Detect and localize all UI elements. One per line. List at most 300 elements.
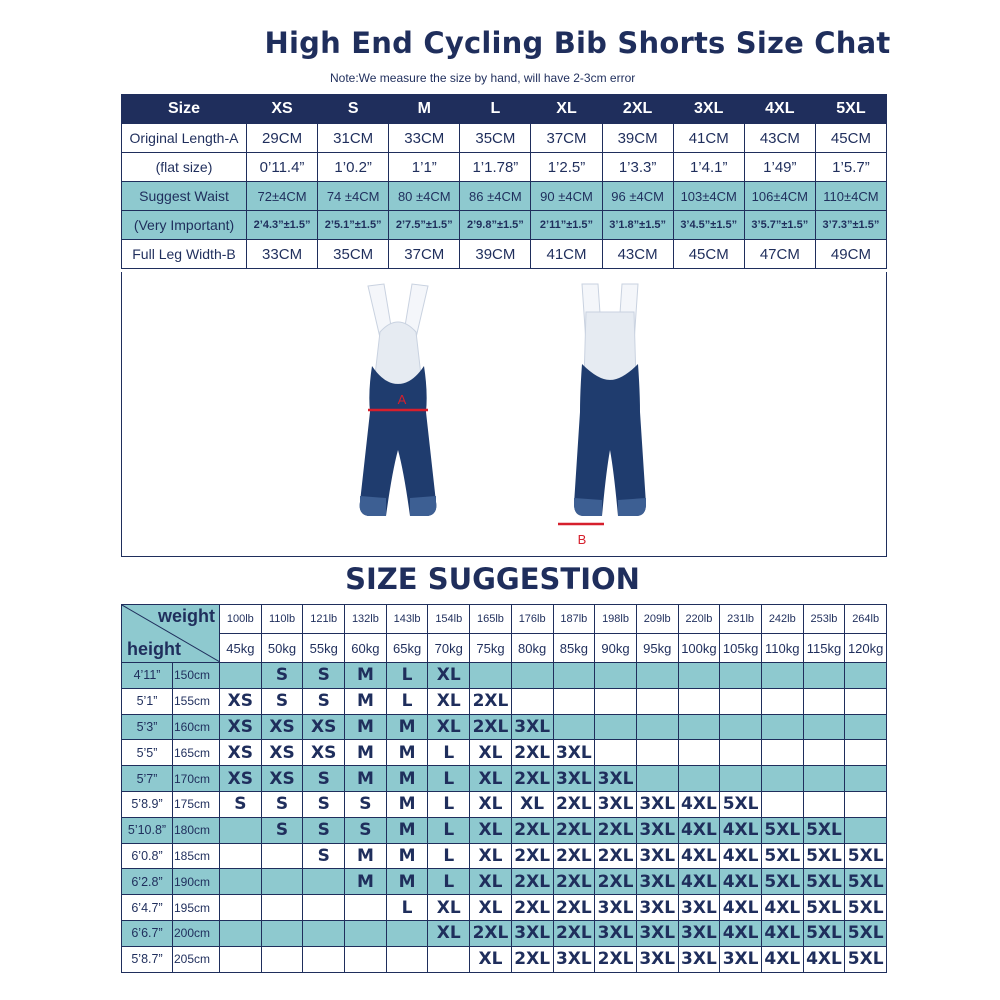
- weight-kg-header: 75kg: [470, 634, 512, 663]
- size-cell: M: [386, 843, 428, 869]
- leg-cell: 35CM: [318, 240, 389, 269]
- weight-lb-header: 165lb: [470, 605, 512, 634]
- size-cell: [761, 740, 803, 766]
- height-ft: 5’8.7”: [122, 946, 173, 972]
- size-cell: 3XL: [678, 920, 720, 946]
- length-cell: 39CM: [602, 124, 673, 153]
- bib-shorts-image-panel: [121, 272, 887, 557]
- size-cell: [303, 920, 345, 946]
- size-cell: [845, 791, 887, 817]
- waist-cell: 96 ±4CM: [602, 182, 673, 211]
- length-ft-cell: 1’2.5”: [531, 153, 602, 182]
- size-cell: 4XL: [678, 817, 720, 843]
- size-cell: S: [345, 817, 387, 843]
- size-cell: [845, 663, 887, 689]
- leg-cell: 37CM: [389, 240, 460, 269]
- waist-cell: 72±4CM: [247, 182, 318, 211]
- height-ft: 5’5”: [122, 740, 173, 766]
- waist-cell: 90 ±4CM: [531, 182, 602, 211]
- height-row: [122, 843, 887, 869]
- size-cell: [761, 688, 803, 714]
- waist-cell: 86 ±4CM: [460, 182, 531, 211]
- size-cell: [595, 714, 637, 740]
- weight-kg-header: 115kg: [803, 634, 845, 663]
- height-cm: 150cm: [173, 663, 220, 689]
- height-ft: 6’4.7”: [122, 895, 173, 921]
- waist-cm-row: [122, 182, 887, 211]
- size-table: [121, 94, 887, 269]
- size-cell: L: [386, 688, 428, 714]
- size-cell: [595, 663, 637, 689]
- size-cell: 4XL: [761, 920, 803, 946]
- waist-label: Suggest Waist: [122, 182, 247, 211]
- size-cell: 3XL: [553, 766, 595, 792]
- height-cm: 190cm: [173, 869, 220, 895]
- size-cell: [261, 920, 303, 946]
- size-cell: [636, 766, 678, 792]
- size-cell: 5XL: [845, 946, 887, 972]
- weight-lb-header: 187lb: [553, 605, 595, 634]
- size-cell: M: [345, 869, 387, 895]
- size-cell: M: [386, 869, 428, 895]
- size-cell: 2XL: [470, 714, 512, 740]
- size-cell: [511, 688, 553, 714]
- size-cell: [845, 817, 887, 843]
- size-cell: XS: [220, 688, 262, 714]
- size-3xl: 3XL: [673, 95, 744, 124]
- size-cell: [470, 663, 512, 689]
- size-cell: [803, 714, 845, 740]
- size-cell: 3XL: [636, 920, 678, 946]
- waist-ft-cell: 3’7.3”±1.5”: [815, 211, 886, 240]
- size-cell: 2XL: [511, 843, 553, 869]
- size-cell: L: [428, 843, 470, 869]
- height-row: [122, 688, 887, 714]
- size-cell: S: [220, 791, 262, 817]
- size-cell: M: [345, 843, 387, 869]
- size-cell: [803, 791, 845, 817]
- height-row: [122, 740, 887, 766]
- size-cell: [636, 714, 678, 740]
- leg-cell: 33CM: [247, 240, 318, 269]
- height-ft: 4’11”: [122, 663, 173, 689]
- length-cell: 35CM: [460, 124, 531, 153]
- size-cell: S: [303, 817, 345, 843]
- height-cm: 205cm: [173, 946, 220, 972]
- weight-kg-header: 100kg: [678, 634, 720, 663]
- length-sublabel: (flat size): [122, 153, 247, 182]
- length-label: Original Length-A: [122, 124, 247, 153]
- size-cell: [720, 663, 762, 689]
- size-cell: [303, 869, 345, 895]
- size-cell: XL: [428, 714, 470, 740]
- size-cell: [678, 714, 720, 740]
- size-cell: XS: [220, 740, 262, 766]
- size-cell: 5XL: [845, 843, 887, 869]
- size-header-row: [122, 95, 887, 124]
- size-cell: [678, 740, 720, 766]
- weight-lb-header: 154lb: [428, 605, 470, 634]
- size-cell: 2XL: [553, 869, 595, 895]
- weight-kg-header: 70kg: [428, 634, 470, 663]
- waist-cell: 106±4CM: [744, 182, 815, 211]
- measure-a-label: A: [397, 392, 407, 407]
- size-cell: L: [386, 895, 428, 921]
- size-cell: XL: [470, 791, 512, 817]
- size-xs: XS: [247, 95, 318, 124]
- size-cell: M: [386, 714, 428, 740]
- size-cell: 3XL: [636, 843, 678, 869]
- size-cell: 2XL: [511, 895, 553, 921]
- size-cell: 3XL: [636, 895, 678, 921]
- size-cell: XL: [428, 920, 470, 946]
- waist-ft-cell: 2’5.1”±1.5”: [318, 211, 389, 240]
- size-cell: S: [261, 791, 303, 817]
- size-cell: L: [428, 766, 470, 792]
- size-5xl: 5XL: [815, 95, 886, 124]
- size-cell: 2XL: [511, 946, 553, 972]
- weight-lb-header: 100lb: [220, 605, 262, 634]
- height-ft: 5’10.8”: [122, 817, 173, 843]
- leg-cell: 43CM: [602, 240, 673, 269]
- weight-label: weight: [158, 606, 215, 626]
- size-cell: L: [428, 869, 470, 895]
- size-cell: [220, 869, 262, 895]
- size-cell: XL: [428, 688, 470, 714]
- size-cell: 2XL: [470, 688, 512, 714]
- size-cell: XL: [470, 843, 512, 869]
- size-cell: [303, 946, 345, 972]
- weight-kg-header: 60kg: [345, 634, 387, 663]
- size-cell: [803, 766, 845, 792]
- size-cell: [220, 843, 262, 869]
- size-cell: [386, 920, 428, 946]
- size-cell: [636, 688, 678, 714]
- size-cell: XS: [261, 740, 303, 766]
- size-cell: 2XL: [595, 817, 637, 843]
- size-cell: 5XL: [761, 817, 803, 843]
- size-cell: 5XL: [803, 843, 845, 869]
- height-ft: 5’8.9”: [122, 791, 173, 817]
- waist-ft-cell: 2’11”±1.5”: [531, 211, 602, 240]
- size-cell: 3XL: [636, 817, 678, 843]
- size-4xl: 4XL: [744, 95, 815, 124]
- weight-kg-header: 95kg: [636, 634, 678, 663]
- length-ft-cell: 1’1.78”: [460, 153, 531, 182]
- size-cell: [845, 766, 887, 792]
- size-cell: 4XL: [720, 843, 762, 869]
- size-cell: 3XL: [595, 920, 637, 946]
- size-cell: [386, 946, 428, 972]
- size-cell: [845, 740, 887, 766]
- length-ft-cell: 1’3.3”: [602, 153, 673, 182]
- size-cell: [345, 920, 387, 946]
- length-ft-cell: 1’1”: [389, 153, 460, 182]
- bib-shorts-back: [558, 284, 646, 524]
- height-cm: 170cm: [173, 766, 220, 792]
- height-cm: 155cm: [173, 688, 220, 714]
- size-cell: XS: [220, 714, 262, 740]
- waist-ft-cell: 3’5.7”±1.5”: [744, 211, 815, 240]
- size-cell: S: [261, 663, 303, 689]
- size-cell: [595, 688, 637, 714]
- size-2xl: 2XL: [602, 95, 673, 124]
- page-title: High End Cycling Bib Shorts Size Chat: [264, 26, 891, 60]
- size-cell: 2XL: [595, 946, 637, 972]
- length-ft-row: [122, 153, 887, 182]
- size-cell: 5XL: [803, 869, 845, 895]
- length-ft-cell: 1’0.2”: [318, 153, 389, 182]
- size-cell: S: [261, 688, 303, 714]
- size-cell: [845, 714, 887, 740]
- size-cell: 4XL: [720, 895, 762, 921]
- length-ft-cell: 1’49”: [744, 153, 815, 182]
- measure-b-label: B: [577, 532, 587, 547]
- size-cell: 3XL: [595, 791, 637, 817]
- size-cell: [261, 869, 303, 895]
- size-cell: [303, 895, 345, 921]
- weight-kg-header: 120kg: [845, 634, 887, 663]
- size-cell: 3XL: [511, 920, 553, 946]
- size-s: S: [318, 95, 389, 124]
- leg-cell: 39CM: [460, 240, 531, 269]
- size-cell: M: [345, 663, 387, 689]
- size-cell: [636, 740, 678, 766]
- size-cell: M: [345, 766, 387, 792]
- size-cell: XS: [303, 740, 345, 766]
- length-ft-cell: 1’4.1”: [673, 153, 744, 182]
- size-cell: XS: [220, 766, 262, 792]
- size-cell: XL: [428, 663, 470, 689]
- size-cell: [261, 843, 303, 869]
- weight-lb-header: 242lb: [761, 605, 803, 634]
- waist-cell: 103±4CM: [673, 182, 744, 211]
- waist-ft-row: [122, 211, 887, 240]
- size-cell: M: [345, 714, 387, 740]
- size-cell: 5XL: [845, 869, 887, 895]
- weight-kg-header: 110kg: [761, 634, 803, 663]
- leg-width-label: Full Leg Width-B: [122, 240, 247, 269]
- height-label: height: [127, 639, 181, 659]
- weight-kg-header: 50kg: [261, 634, 303, 663]
- size-cell: [220, 663, 262, 689]
- size-cell: S: [303, 791, 345, 817]
- size-cell: 2XL: [511, 740, 553, 766]
- waist-ft-cell: 2’7.5”±1.5”: [389, 211, 460, 240]
- size-cell: 4XL: [678, 869, 720, 895]
- size-cell: 4XL: [761, 946, 803, 972]
- size-cell: 4XL: [678, 843, 720, 869]
- size-cell: 5XL: [803, 920, 845, 946]
- weight-kg-header: 80kg: [511, 634, 553, 663]
- size-cell: 3XL: [636, 946, 678, 972]
- height-ft: 5’1”: [122, 688, 173, 714]
- waist-cell: 74 ±4CM: [318, 182, 389, 211]
- size-cell: L: [428, 817, 470, 843]
- size-cell: [636, 663, 678, 689]
- size-cell: XS: [261, 766, 303, 792]
- length-cell: 31CM: [318, 124, 389, 153]
- size-cell: XL: [470, 766, 512, 792]
- size-cell: 2XL: [553, 843, 595, 869]
- grid-corner: [122, 605, 220, 663]
- size-m: M: [389, 95, 460, 124]
- weight-lb-header: 121lb: [303, 605, 345, 634]
- size-cell: 5XL: [761, 843, 803, 869]
- size-cell: [720, 688, 762, 714]
- leg-cell: 49CM: [815, 240, 886, 269]
- size-cell: 5XL: [803, 895, 845, 921]
- size-cell: XL: [511, 791, 553, 817]
- height-ft: 6’2.8”: [122, 869, 173, 895]
- height-row: [122, 817, 887, 843]
- weight-lb-header: 132lb: [345, 605, 387, 634]
- leg-cell: 47CM: [744, 240, 815, 269]
- size-cell: 5XL: [803, 817, 845, 843]
- size-cell: [261, 946, 303, 972]
- height-cm: 195cm: [173, 895, 220, 921]
- size-cell: M: [345, 740, 387, 766]
- size-header-label: Size: [122, 95, 247, 124]
- length-ft-cell: 0’11.4”: [247, 153, 318, 182]
- size-cell: [720, 740, 762, 766]
- size-cell: 2XL: [511, 817, 553, 843]
- height-cm: 185cm: [173, 843, 220, 869]
- size-cell: [595, 740, 637, 766]
- size-cell: [345, 946, 387, 972]
- size-cell: M: [386, 766, 428, 792]
- waist-cell: 80 ±4CM: [389, 182, 460, 211]
- bib-shorts-illustration: [122, 272, 886, 556]
- height-cm: 180cm: [173, 817, 220, 843]
- size-cell: S: [303, 766, 345, 792]
- weight-lb-header: 264lb: [845, 605, 887, 634]
- size-cell: 2XL: [595, 843, 637, 869]
- size-xl: XL: [531, 95, 602, 124]
- height-cm: 160cm: [173, 714, 220, 740]
- weight-kg-row: [122, 634, 887, 663]
- size-cell: 3XL: [678, 895, 720, 921]
- weight-kg-header: 45kg: [220, 634, 262, 663]
- size-cell: [220, 946, 262, 972]
- size-cell: 5XL: [845, 895, 887, 921]
- measurement-note: Note:We measure the size by hand, will have 2-3cm error: [330, 71, 636, 85]
- size-cell: XL: [470, 740, 512, 766]
- size-cell: 2XL: [595, 869, 637, 895]
- weight-kg-header: 105kg: [720, 634, 762, 663]
- length-cell: 37CM: [531, 124, 602, 153]
- leg-cell: 41CM: [531, 240, 602, 269]
- size-cell: S: [345, 791, 387, 817]
- size-cell: [345, 895, 387, 921]
- size-cell: 5XL: [761, 869, 803, 895]
- size-cell: [720, 766, 762, 792]
- size-cell: 5XL: [720, 791, 762, 817]
- length-ft-cell: 1’5.7”: [815, 153, 886, 182]
- size-cell: XL: [470, 817, 512, 843]
- size-cell: 3XL: [636, 869, 678, 895]
- weight-kg-header: 85kg: [553, 634, 595, 663]
- size-cell: M: [386, 791, 428, 817]
- size-cell: [678, 688, 720, 714]
- size-cell: [220, 895, 262, 921]
- size-cell: S: [303, 688, 345, 714]
- size-l: L: [460, 95, 531, 124]
- size-cell: [553, 688, 595, 714]
- size-cell: [803, 740, 845, 766]
- length-cell: 33CM: [389, 124, 460, 153]
- size-cell: M: [345, 688, 387, 714]
- height-cm: 175cm: [173, 791, 220, 817]
- leg-width-row: [122, 240, 887, 269]
- size-cell: [428, 946, 470, 972]
- size-cell: 3XL: [511, 714, 553, 740]
- size-cell: 4XL: [720, 817, 762, 843]
- size-cell: XL: [470, 869, 512, 895]
- size-cell: [220, 920, 262, 946]
- size-cell: L: [428, 740, 470, 766]
- size-cell: 2XL: [553, 895, 595, 921]
- size-cell: [845, 688, 887, 714]
- size-cell: 3XL: [553, 946, 595, 972]
- weight-kg-header: 55kg: [303, 634, 345, 663]
- leg-cell: 45CM: [673, 240, 744, 269]
- height-ft: 5’3”: [122, 714, 173, 740]
- height-row: [122, 920, 887, 946]
- size-cell: [553, 714, 595, 740]
- size-cell: 4XL: [761, 895, 803, 921]
- size-cell: S: [303, 663, 345, 689]
- size-cell: L: [386, 663, 428, 689]
- size-cell: XS: [303, 714, 345, 740]
- size-cell: 2XL: [470, 920, 512, 946]
- size-cell: L: [428, 791, 470, 817]
- size-cell: 4XL: [720, 920, 762, 946]
- size-cell: M: [386, 740, 428, 766]
- size-cell: [553, 663, 595, 689]
- size-cell: 2XL: [553, 920, 595, 946]
- size-cell: 3XL: [720, 946, 762, 972]
- waist-ft-cell: 2’9.8”±1.5”: [460, 211, 531, 240]
- size-cell: [720, 714, 762, 740]
- size-cell: XL: [428, 895, 470, 921]
- size-cell: XL: [470, 895, 512, 921]
- size-cell: [261, 895, 303, 921]
- size-cell: 3XL: [595, 895, 637, 921]
- size-cell: 2XL: [511, 766, 553, 792]
- height-row: [122, 791, 887, 817]
- height-cm: 165cm: [173, 740, 220, 766]
- weight-lb-header: 209lb: [636, 605, 678, 634]
- height-row: [122, 714, 887, 740]
- size-cell: 3XL: [553, 740, 595, 766]
- length-cell: 29CM: [247, 124, 318, 153]
- height-cm: 200cm: [173, 920, 220, 946]
- height-ft: 6’6.7”: [122, 920, 173, 946]
- size-cell: [511, 663, 553, 689]
- weight-lb-header: 253lb: [803, 605, 845, 634]
- height-row: [122, 869, 887, 895]
- size-cell: M: [386, 817, 428, 843]
- waist-cell: 110±4CM: [815, 182, 886, 211]
- size-cell: [761, 791, 803, 817]
- size-cell: [803, 663, 845, 689]
- weight-kg-header: 90kg: [595, 634, 637, 663]
- size-cell: 3XL: [595, 766, 637, 792]
- height-row: [122, 946, 887, 972]
- weight-lb-row: [122, 605, 887, 634]
- size-cell: 4XL: [678, 791, 720, 817]
